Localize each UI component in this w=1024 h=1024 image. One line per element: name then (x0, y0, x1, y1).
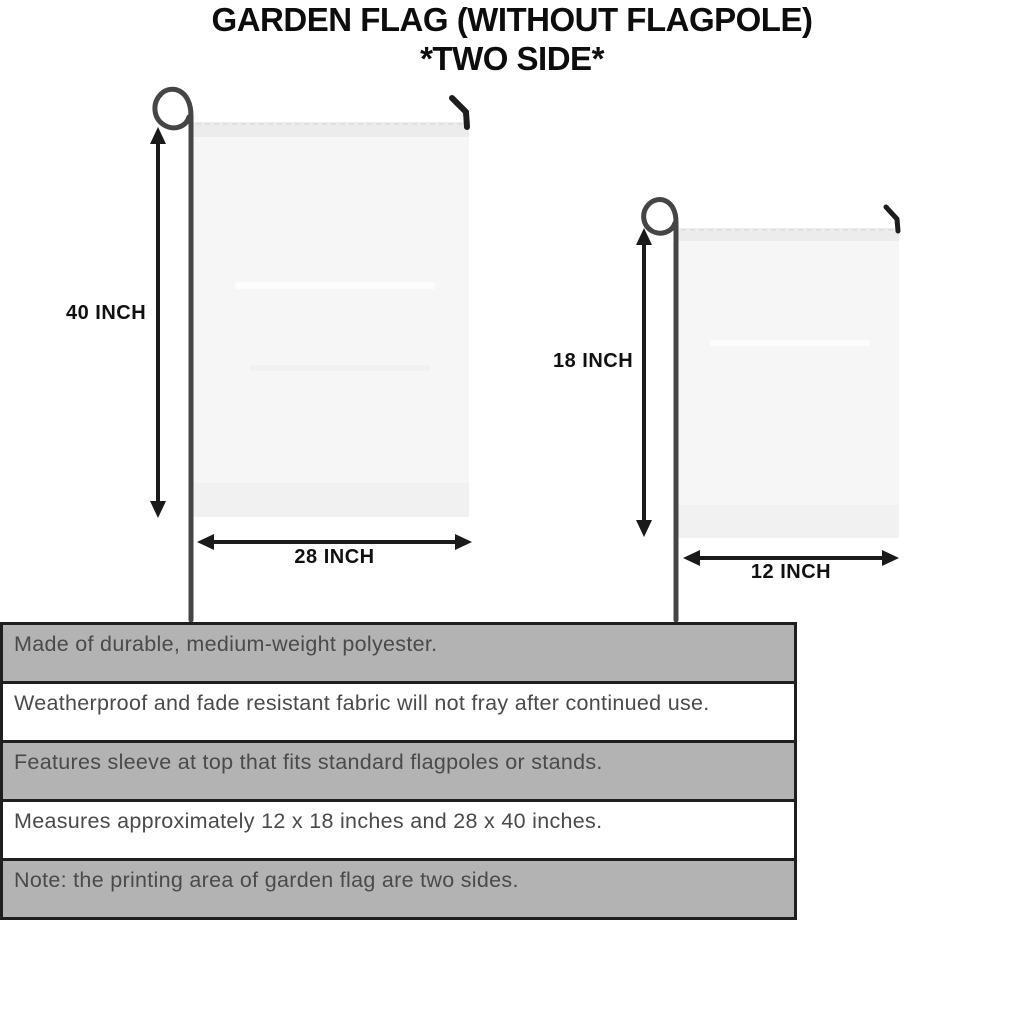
large-flag-fold-streak (250, 365, 430, 371)
large-flag-bottom-shade (193, 483, 469, 517)
large-flag-pole (155, 89, 191, 620)
large-flag-height-arrow (150, 127, 166, 518)
small-flag-height-label: 18 INCH (553, 350, 634, 372)
small-flag-width-label: 12 INCH (750, 561, 832, 583)
small-flag-pole (644, 200, 676, 620)
small-flag-hook (886, 207, 898, 231)
page-title-line2: *TWO SIDE* (420, 40, 604, 77)
large-flag-fabric (193, 122, 469, 517)
small-flag-height-arrow (636, 228, 652, 537)
small-flag-fold-streak (710, 340, 870, 346)
features-table (0, 622, 797, 920)
feature-row: Note: the printing area of garden flag are two sides. (0, 858, 797, 920)
large-flag-width-label: 28 INCH (294, 546, 375, 568)
small-flag-bottom-shade (678, 505, 899, 538)
large-flag-fold-streak (235, 282, 435, 289)
feature-row: Weatherproof and fade resistant fabric will not fray after continued use. (0, 681, 797, 743)
large-flag-height-label: 40 INCH (66, 302, 147, 324)
small-flag (636, 200, 899, 620)
large-flag (150, 89, 472, 620)
feature-row: Measures approximately 12 x 18 inches and 28 x 40 inches. (0, 799, 797, 861)
feature-row: Made of durable, medium-weight polyester. (0, 622, 797, 684)
small-flag-fabric (678, 228, 899, 538)
page-title-line1: GARDEN FLAG (WITHOUT FLAGPOLE) (211, 1, 813, 38)
feature-row: Features sleeve at top that fits standard flagpoles or stands. (0, 740, 797, 802)
